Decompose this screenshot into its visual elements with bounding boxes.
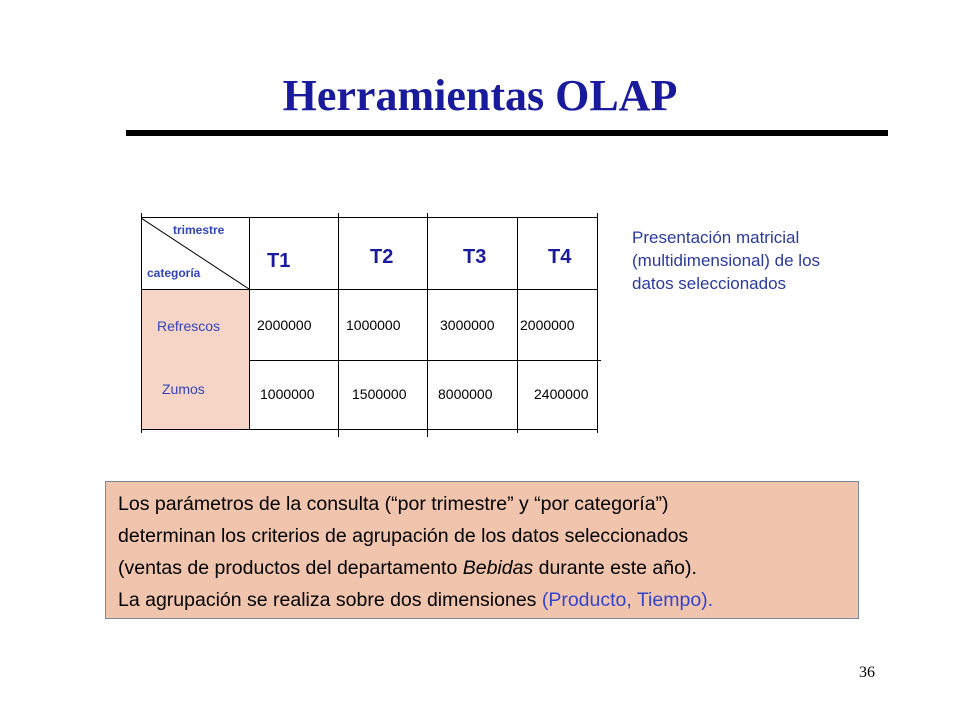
explanation-line-3-end: durante este año). (533, 557, 697, 579)
corner-label-categoria: categoría (147, 266, 201, 280)
cell-refrescos-t1: 2000000 (257, 317, 312, 333)
row-label-zumos: Zumos (162, 381, 205, 397)
cell-zumos-t3: 8000000 (438, 386, 493, 402)
corner-label-trimestre: trimestre (173, 223, 225, 237)
grid-line-right (597, 213, 598, 433)
page-number: 36 (859, 664, 875, 681)
explanation-line-2: determinan los criterios de agrupación de los datos seleccionados (118, 525, 689, 547)
explanation-line-4 (118, 584, 848, 616)
explanation-line-1: Los parámetros de la consulta (“por trimestre” y “por categoría”) (118, 493, 669, 515)
explanation-line-4-start: La agrupación se realiza sobre dos dimensiones (118, 589, 542, 611)
grid-line-col3 (427, 213, 428, 437)
title-underline (126, 130, 888, 136)
column-header-area (249, 218, 596, 289)
category-area (141, 290, 249, 429)
slide-title: Herramientas OLAP (282, 71, 678, 120)
column-header-t4: T4 (548, 246, 572, 268)
grid-line-col2 (338, 213, 339, 437)
matrix-description-line-2: (multidimensional) de los (632, 251, 821, 270)
row-label-refrescos: Refrescos (157, 318, 221, 334)
grid-line-left (141, 213, 142, 433)
cell-zumos-t1: 1000000 (260, 386, 315, 402)
matrix-description-line-3: datos seleccionados (632, 274, 787, 293)
matrix-description (632, 226, 892, 295)
explanation-box (105, 481, 859, 619)
explanation-line-3 (118, 552, 848, 584)
column-header-t2: T2 (370, 246, 394, 268)
matrix-description-line-1: Presentación matricial (632, 228, 800, 247)
department-name: Bebidas (462, 557, 534, 579)
grid-line-col1 (249, 217, 250, 430)
cell-refrescos-t3: 3000000 (440, 317, 495, 333)
dimensions-highlight: (Producto, Tiempo). (541, 589, 714, 611)
column-header-t1: T1 (267, 250, 291, 272)
cell-refrescos-t2: 1000000 (346, 317, 401, 333)
column-header-t3: T3 (463, 246, 487, 268)
cell-zumos-t2: 1500000 (352, 386, 407, 402)
grid-line-top (141, 217, 598, 218)
cell-zumos-t4: 2400000 (534, 386, 589, 402)
explanation-line-3-start: (ventas de productos del departamento (118, 557, 463, 579)
grid-line-header (141, 289, 598, 290)
cell-refrescos-t4: 2000000 (520, 317, 575, 333)
grid-line-middle (249, 360, 601, 361)
grid-line-col4 (517, 217, 518, 433)
grid-line-bottom (141, 429, 598, 430)
